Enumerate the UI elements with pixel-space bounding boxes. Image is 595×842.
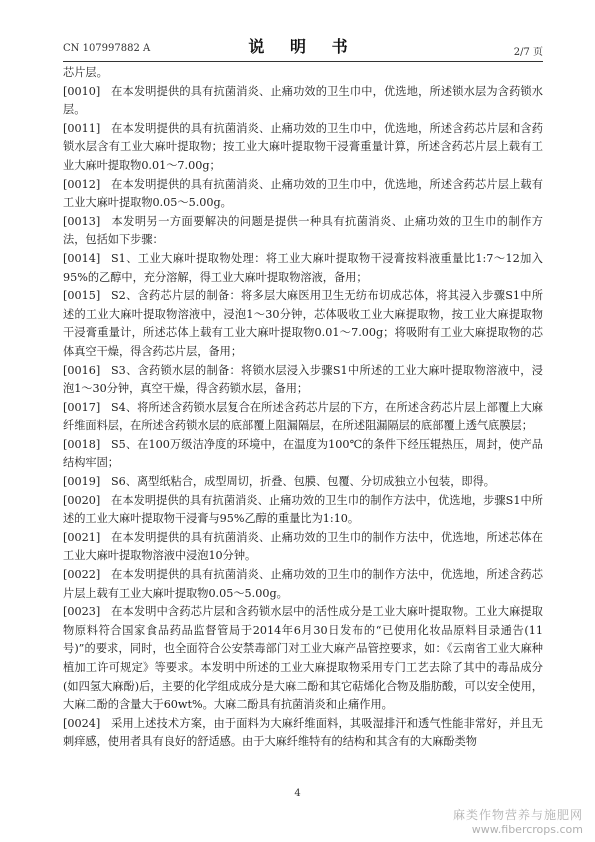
- paragraph-list: [63, 83, 543, 752]
- paragraph-number: [0019]: [63, 475, 101, 489]
- paragraph: [63, 362, 543, 399]
- paragraph-text: S4、将所述含药锁水层复合在所述含药芯片层的下方，在所述含药芯片层上部覆上大麻纤维面料层，在所述含药锁水层的底部覆上阻漏隔层，在所述阻漏隔层的底部覆上透气底膜层；: [63, 400, 543, 433]
- watermark-name: 麻类作物营养与施肥网: [452, 808, 583, 822]
- paragraph-text: 在本发明中含药芯片层和含药锁水层中的活性成分是工业大麻叶提取物。工业大麻提取物原料符合国家食品药品监督管局于2014年6月30日发布的“已使用化妆品原料目录通告(11号)”的要求，同时，也全面符合公安禁毒部门对工业大麻产品管控要求，如：《云南省工业大麻种植加工许可规定》等要求。本发明中所述的工业大麻提取物采用专门工艺去除了其中的毒品成分(如四氢大麻酚)后，主要的化学组成成分是大麻二酚和其它萜烯化合物及脂肪酸，可以安全使用，大麻二酚的含量大于60wt%。大麻二酚具有抗菌消炎和止痛作用。: [63, 605, 543, 712]
- paragraph: [63, 176, 543, 213]
- paragraph: [63, 213, 543, 250]
- paragraph: [63, 287, 543, 361]
- document-title: 说 明 书: [248, 37, 358, 56]
- paragraph: [63, 83, 543, 120]
- paragraph-text: S1、工业大麻叶提取物处理：将工业大麻叶提取物干浸膏按料液重量比1:7～12加入95%的乙醇中，充分溶解，得工业大麻叶提取物溶液，备用；: [63, 251, 543, 284]
- paragraph-number: [0018]: [63, 437, 101, 451]
- paragraph: [63, 715, 543, 752]
- paragraph-number: [0012]: [63, 177, 101, 191]
- paragraph: [63, 566, 543, 603]
- paragraph: [63, 399, 543, 436]
- paragraph: [63, 492, 543, 529]
- page-number: 4: [294, 788, 301, 799]
- paragraph-number: [0021]: [63, 530, 101, 544]
- paragraph-text: S5、在100万级洁净度的环境中，在温度为100℃的条件下经压辊热压，周封，使产品结构牢固；: [63, 437, 543, 470]
- header-rule: [63, 61, 543, 62]
- paragraph-text: 在本发明提供的具有抗菌消炎、止痛功效的卫生巾的制作方法中，优选地，所述含药芯片层上载有工业大麻叶提取物0.05～5.00g。: [63, 568, 543, 600]
- watermark-url: www.fibercrops.com: [471, 823, 583, 836]
- paragraph-text: 在本发明提供的具有抗菌消炎、止痛功效的卫生巾中，优选地，所述含药芯片层上载有工业大麻叶提取物0.05～5.00g。: [63, 177, 543, 210]
- paragraph: [63, 529, 543, 566]
- paragraph-number: [0022]: [63, 568, 101, 582]
- patent-number: CN 107997882 A: [63, 43, 151, 54]
- paragraph-number: [0014]: [63, 251, 101, 265]
- watermark: [453, 806, 583, 836]
- paragraph-text: 采用上述技术方案，由于面料为大麻纤维面料，其吸湿排汗和透气性能非常好，并且无刺痒感，使用者具有良好的舒适感。由于大麻纤维特有的结构和其含有的大麻酚类物: [63, 716, 543, 749]
- paragraph-number: [0013]: [63, 214, 101, 228]
- paragraph-text: 在本发明提供的具有抗菌消炎、止痛功效的卫生巾中，优选地，所述锁水层为含药锁水层。: [63, 84, 543, 117]
- paragraph-text: 在本发明提供的具有抗菌消炎、止痛功效的卫生巾的制作方法中，优选地，步骤S1中所述的工业大麻叶提取物干浸膏与95%乙醇的重量比为1:10。: [63, 493, 543, 526]
- paragraph-number: [0023]: [63, 605, 101, 619]
- page-indicator: 2/7 页: [513, 47, 543, 58]
- paragraph: [63, 603, 543, 715]
- paragraph-number: [0010]: [63, 84, 101, 98]
- paragraph-text: S6、离型纸粘合，成型周切，折叠、包膜、包覆、分切成独立小包装，即得。: [111, 475, 495, 489]
- paragraph-text: 本发明另一方面要解决的问题是提供一种具有抗菌消炎、止痛功效的卫生巾的制作方法，包括如下步骤：: [63, 214, 543, 247]
- paragraph-text: S2、含药芯片层的制备：将多层大麻医用卫生无纺布切成芯体，将其浸入步骤S1中所述的工业大麻叶提取物溶液中，浸泡1～30分钟，芯体吸收工业大麻提取物，按工业大麻提取物干浸膏重量计，所述芯体上载有工业大麻叶提取物0.01～7.00g；将吸附有工业大麻提取物的芯体真空干燥，得含药芯片层，备用；: [63, 289, 543, 358]
- paragraph-number: [0011]: [63, 121, 101, 135]
- document-body: [63, 64, 543, 752]
- paragraph-number: [0020]: [63, 493, 101, 507]
- paragraph-number: [0024]: [63, 716, 101, 730]
- paragraph-number: [0015]: [63, 289, 101, 303]
- paragraph: [63, 436, 543, 473]
- paragraph: [63, 473, 543, 492]
- paragraph-text: S3、含药锁水层的制备：将锁水层浸入步骤S1中所述的工业大麻叶提取物溶液中，浸泡1～30分钟，真空干燥，得含药锁水层，备用；: [63, 363, 543, 396]
- page-header: [63, 34, 543, 58]
- paragraph-text: 在本发明提供的具有抗菌消炎、止痛功效的卫生巾中，优选地，所述含药芯片层和含药锁水层含有工业大麻叶提取物；按工业大麻叶提取物干浸膏重量计算，所述含药芯片层上载有工业大麻叶提取物0.01～7.00g；: [63, 121, 543, 172]
- paragraph-text: 在本发明提供的具有抗菌消炎、止痛功效的卫生巾的制作方法中，优选地，所述芯体在工业大麻叶提取物溶液中浸泡10分钟。: [63, 530, 543, 563]
- intro-line: 芯片层。: [63, 66, 108, 79]
- paragraph-number: [0016]: [63, 363, 101, 377]
- paragraph: [63, 250, 543, 287]
- paragraph: [63, 120, 543, 176]
- paragraph-number: [0017]: [63, 400, 101, 414]
